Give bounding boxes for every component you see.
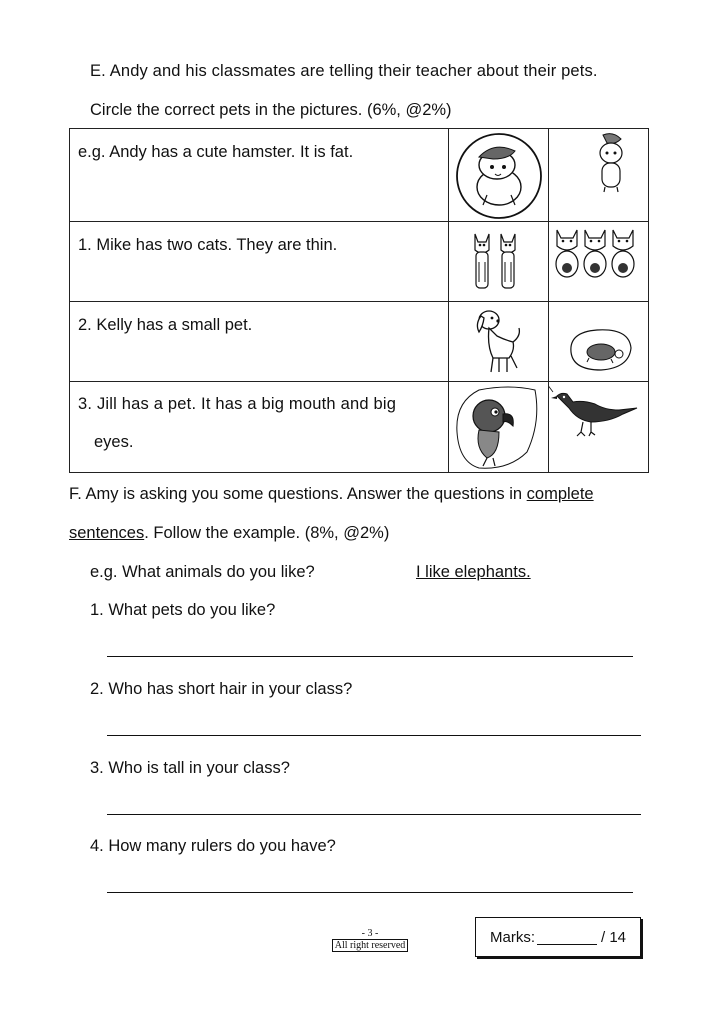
answer-line-3[interactable] xyxy=(107,814,641,815)
example-answer: I like elephants. xyxy=(416,563,531,581)
page-number: - 3 - xyxy=(361,928,379,939)
question-cell xyxy=(70,382,449,473)
section-f-underlined-word: complete xyxy=(526,485,594,503)
page-footer xyxy=(328,928,412,952)
answer-line-2[interactable] xyxy=(107,735,641,736)
example-sentence: e.g. Andy has a cute hamster. It is fat. xyxy=(78,143,354,161)
picture-cell[interactable] xyxy=(549,382,649,473)
picture-cell[interactable] xyxy=(549,302,649,382)
question-1-sentence: 1. Mike has two cats. They are thin. xyxy=(78,236,338,254)
picture-cell[interactable] xyxy=(449,302,549,382)
section-f-underlined-word: sentences xyxy=(69,524,145,542)
table-row xyxy=(70,382,649,473)
example-question: e.g. What animals do you like? xyxy=(90,563,315,581)
picture-cell[interactable] xyxy=(449,382,549,473)
picture-cell[interactable] xyxy=(549,129,649,222)
thin-hamster-icon xyxy=(549,129,648,221)
turtle-icon xyxy=(549,302,648,381)
marks-box xyxy=(475,917,641,957)
question-3-sentence-line2: eyes. xyxy=(94,433,134,451)
two-thin-cats-icon xyxy=(449,222,548,301)
picture-cell[interactable] xyxy=(449,222,549,302)
marks-blank[interactable] xyxy=(537,930,597,945)
table-row xyxy=(70,222,649,302)
question-1: 1. What pets do you like? xyxy=(90,601,276,619)
rights-notice: All right reserved xyxy=(332,939,409,952)
section-f-instruction-line1 xyxy=(69,485,594,504)
section-f-line2-text: . Follow the example. (8%, @2%) xyxy=(144,524,390,542)
bird-icon xyxy=(549,382,648,472)
question-cell xyxy=(70,222,449,302)
fat-hamster-icon xyxy=(449,129,548,221)
question-cell xyxy=(70,129,449,222)
section-e-instruction-line2: Circle the correct pets in the pictures. (6%, @2%) xyxy=(90,101,452,119)
dog-icon xyxy=(449,302,548,381)
answer-line-1[interactable] xyxy=(107,656,633,657)
three-cats-icon xyxy=(549,222,648,301)
section-f-instruction-line2 xyxy=(69,524,389,543)
picture-cell[interactable] xyxy=(449,129,549,222)
parrot-icon xyxy=(449,382,548,472)
section-e-instruction-line1: E. Andy and his classmates are telling their teacher about their pets. xyxy=(90,62,598,80)
question-3-sentence-line1: 3. Jill has a pet. It has a big mouth and big xyxy=(78,395,397,413)
question-2: 2. Who has short hair in your class? xyxy=(90,680,353,698)
marks-label: Marks: xyxy=(489,928,535,946)
question-2-sentence: 2. Kelly has a small pet. xyxy=(78,316,253,334)
pets-table xyxy=(69,128,649,473)
answer-line-4[interactable] xyxy=(107,892,633,893)
section-f-line1-text: F. Amy is asking you some questions. Answer the questions in xyxy=(69,485,527,503)
picture-cell[interactable] xyxy=(549,222,649,302)
question-cell xyxy=(70,302,449,382)
table-row xyxy=(70,129,649,222)
question-4: 4. How many rulers do you have? xyxy=(90,837,336,855)
table-row xyxy=(70,302,649,382)
marks-total: / 14 xyxy=(600,928,627,946)
question-3: 3. Who is tall in your class? xyxy=(90,759,290,777)
